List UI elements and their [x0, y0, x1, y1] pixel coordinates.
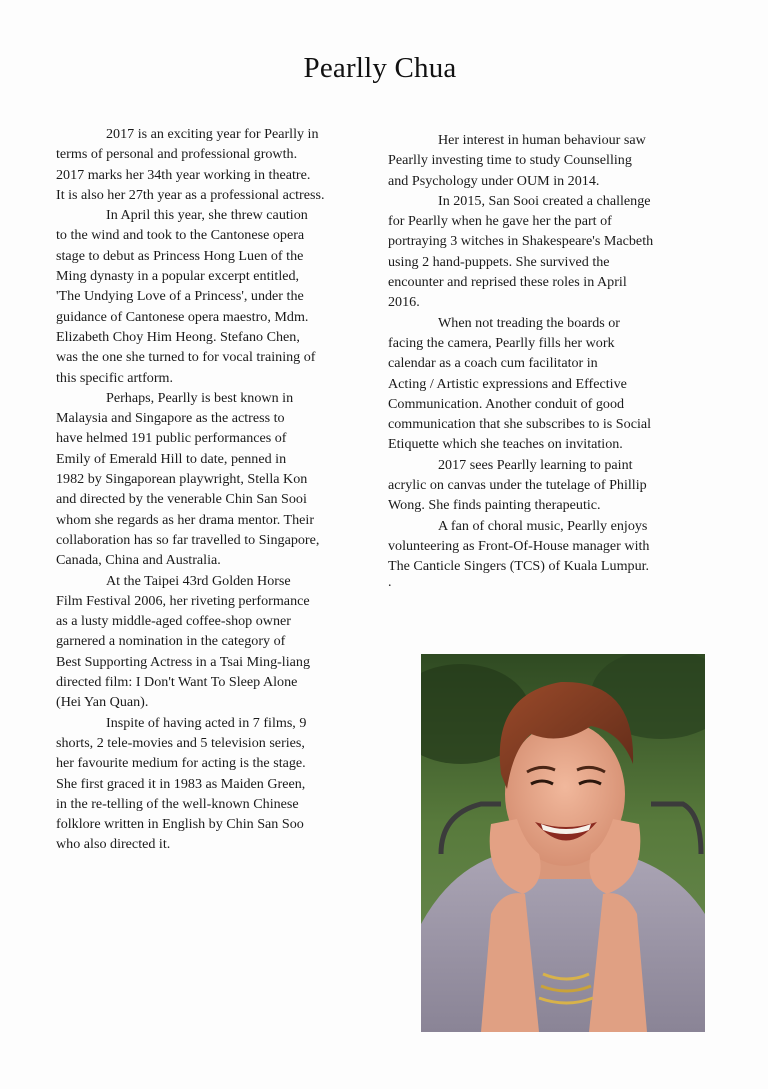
text-line: stage to debut as Princess Hong Luen of the: [56, 247, 304, 264]
text-line: garnered a nomination in the category of: [56, 633, 286, 650]
text-line: facing the camera, Pearlly fills her work: [388, 334, 615, 351]
text-line: volunteering as Front-Of-House manager with: [388, 537, 650, 554]
text-line: shorts, 2 tele-movies and 5 television series,: [56, 734, 305, 751]
text-line: When not treading the boards or: [438, 314, 620, 331]
text-line: who also directed it.: [56, 836, 171, 853]
text-line: Film Festival 2006, her riveting performance: [56, 592, 310, 609]
text-line: A fan of choral music, Pearlly enjoys: [438, 517, 648, 534]
text-line: terms of personal and professional growth.: [56, 146, 298, 163]
text-line: and Psychology under OUM in 2014.: [388, 172, 600, 189]
text-line: collaboration has so far travelled to Singapore,: [56, 531, 320, 548]
text-line: Pearlly investing time to study Counselling: [388, 152, 632, 169]
text-line: 2017 sees Pearlly learning to paint: [438, 456, 633, 473]
text-line: Her interest in human behaviour saw: [438, 132, 646, 148]
paragraph-8: [388, 313, 714, 455]
paragraph-2: [56, 205, 376, 388]
text-line: guidance of Cantonese opera maestro, Mdm.: [56, 308, 309, 325]
paragraph-5: [56, 713, 376, 855]
text-line: was the one she turned to for vocal training of: [56, 349, 316, 366]
text-line: Etiquette which she teaches on invitation.: [388, 436, 623, 453]
text-line: to the wind and took to the Cantonese opera: [56, 227, 305, 244]
text-line: It is also her 27th year as a professional actress.: [56, 186, 325, 203]
text-line: 2017 is an exciting year for Pearlly in: [106, 126, 319, 142]
text-line: have helmed 191 public performances of: [56, 430, 287, 447]
text-line: Communication. Another conduit of good: [388, 395, 625, 412]
portrait-image: [421, 654, 705, 1032]
text-line: She first graced it in 1983 as Maiden Green,: [56, 775, 306, 792]
text-line: In April this year, she threw caution: [106, 207, 308, 224]
paragraph-10: [388, 516, 714, 577]
left-column: [56, 124, 376, 855]
text-line: Elizabeth Choy Him Heong. Stefano Chen,: [56, 328, 300, 345]
text-line: 'The Undying Love of a Princess', under the: [56, 288, 304, 305]
paragraph-6: [388, 130, 714, 191]
text-line: Canada, China and Australia.: [56, 552, 221, 569]
text-line: Wong. She finds painting therapeutic.: [388, 497, 601, 514]
text-line: using 2 hand-puppets. She survived the: [388, 253, 610, 270]
paragraph-9: [388, 455, 714, 516]
text-line: acrylic on canvas under the tutelage of Phillip: [388, 477, 647, 494]
text-line: Perhaps, Pearlly is best known in: [106, 389, 294, 406]
text-line: and directed by the venerable Chin San Sooi: [56, 491, 307, 508]
text-line: directed film: I Don't Want To Sleep Alone: [56, 674, 298, 691]
paragraph-7: [388, 191, 714, 313]
text-line: portraying 3 witches in Shakespeare's Macbeth: [388, 233, 654, 250]
paragraph-3: [56, 388, 376, 571]
text-line: 2016.: [388, 294, 420, 311]
text-line: Emily of Emerald Hill to date, penned in: [56, 450, 287, 467]
paragraph-1: [56, 124, 376, 205]
text-line: folklore written in English by Chin San Soo: [56, 816, 304, 833]
shirt: [421, 854, 705, 1032]
text-line: in the re-telling of the well-known Chinese: [56, 795, 299, 812]
portrait-photo: [421, 654, 705, 1032]
text-line: this specific artform.: [56, 369, 174, 386]
text-line: The Canticle Singers (TCS) of Kuala Lumpur.: [388, 558, 650, 575]
text-line: 2017 marks her 34th year working in theatre.: [56, 166, 311, 183]
text-line: In 2015, San Sooi created a challenge: [438, 192, 651, 209]
text-line: communication that she subscribes to is Social: [388, 416, 652, 433]
text-line: 1982 by Singaporean playwright, Stella Kon: [56, 471, 308, 488]
text-line: At the Taipei 43rd Golden Horse: [106, 572, 291, 589]
text-line: (Hei Yan Quan).: [56, 694, 149, 711]
paragraph-4: [56, 571, 376, 713]
text-line: her favourite medium for acting is the stage.: [56, 755, 306, 772]
text-line: Ming dynasty in a popular excerpt entitled,: [56, 268, 300, 285]
text-line: for Pearlly when he gave her the part of: [388, 213, 612, 230]
text-line: encounter and reprised these roles in April: [388, 274, 627, 291]
text-line: Inspite of having acted in 7 films, 9: [106, 714, 307, 731]
page-title: Pearlly Chua: [303, 52, 457, 84]
text-line: whom she regards as her drama mentor. Their: [56, 511, 315, 528]
stray-mark: .: [388, 575, 392, 590]
text-line: Best Supporting Actress in a Tsai Ming-liang: [56, 653, 310, 670]
text-line: Malaysia and Singapore as the actress to: [56, 410, 285, 427]
right-column: [388, 130, 714, 577]
text-line: calendar as a coach cum facilitator in: [388, 355, 598, 372]
text-line: as a lusty middle-aged coffee-shop owner: [56, 613, 291, 630]
text-line: Acting / Artistic expressions and Effective: [388, 375, 627, 392]
